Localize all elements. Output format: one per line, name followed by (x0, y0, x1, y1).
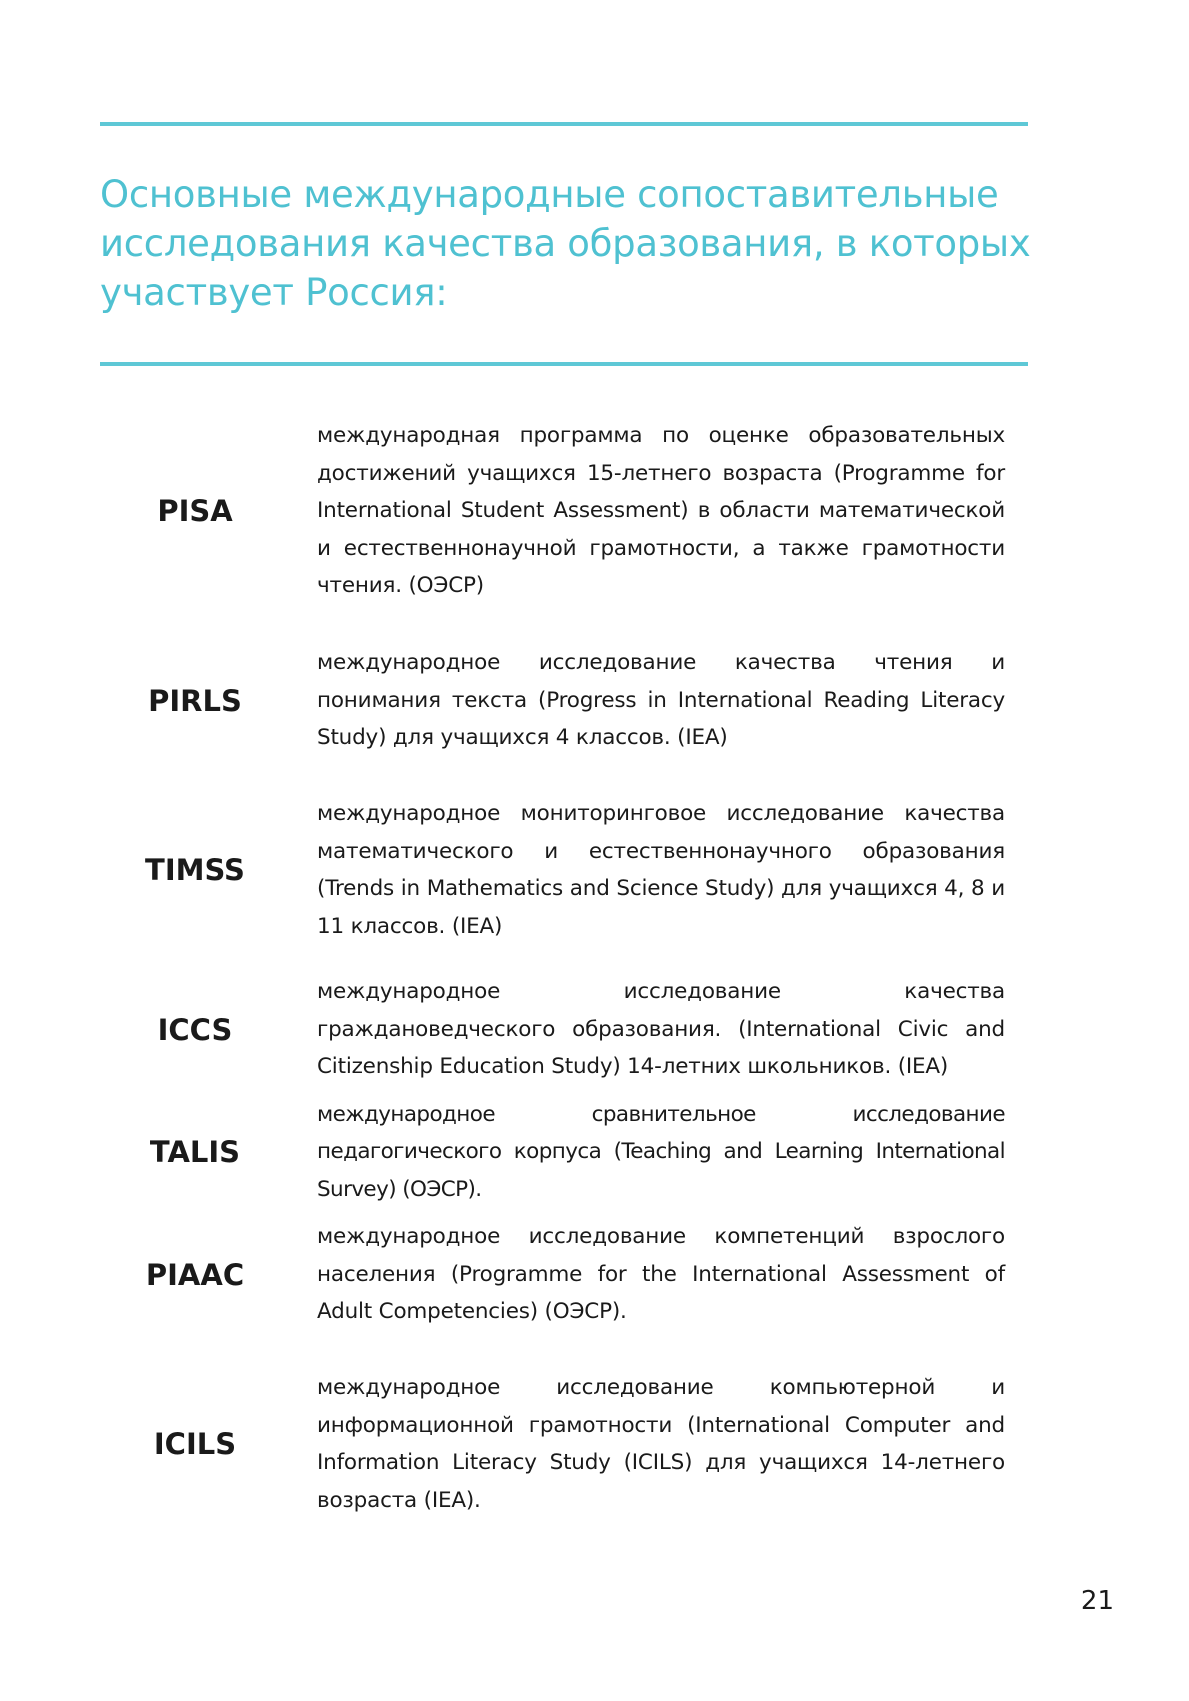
study-pisa (100, 423, 1005, 599)
study-icils (100, 1369, 1005, 1519)
studies-list (100, 423, 1005, 1519)
page-number: 21 (1080, 1586, 1114, 1616)
study-description: международное исследование качества граждановедческого образования. (International Civic and Citizenship Education Study) 14-летних школьников. (IEA) (317, 979, 1005, 1080)
study-acronym: ICILS (153, 1427, 237, 1461)
study-description: международное исследование качества чтения и понимания текста (Progress in International Reading Literacy Study) для учащихся 4 классов. (IEA) (317, 650, 1005, 751)
study-acronym: ICCS (157, 1012, 233, 1047)
study-piaac (100, 1218, 1005, 1331)
study-acronym: TALIS (149, 1135, 241, 1169)
study-talis (100, 1101, 1005, 1202)
study-acronym: PIAAC (145, 1257, 245, 1292)
study-description: международное сравнительное исследование педагогического корпуса (Teaching and Learning International Survey) (ОЭСР). (317, 1101, 1005, 1202)
top-divider (100, 122, 1028, 126)
page-heading: Основные международные сопоставительные исследования качества образования, в которых участвует Россия: (100, 173, 1031, 314)
study-acronym: PISA (157, 494, 233, 528)
study-acronym: TIMSS (145, 853, 245, 887)
study-description: международная программа по оценке образовательных достижений учащихся 15-летнего возраста (Programme for International Student Assessment) в области математической и естественнонаучной грамотности, а также грамотности чтения. (ОЭСР) (317, 423, 1005, 599)
study-description: международное мониторинговое исследование качества математического и естественнонаучного образования (Trends in Mathematics and Science Study) для учащихся 4, 8 и 11 классов. (IEA) (317, 801, 1005, 939)
study-acronym: PIRLS (148, 683, 242, 718)
study-pirls (100, 644, 1005, 757)
study-iccs (100, 973, 1005, 1086)
study-description: международное исследование компьютерной и информационной грамотности (International Computer and Information Literacy Study (ICILS) для учащихся 14-летнего возраста (IEA). (317, 1375, 1005, 1513)
study-description: международное исследование компетенций взрослого населения (Programme for the International Assessment of Adult Competencies) (ОЭСР). (317, 1224, 1005, 1325)
bottom-divider (100, 362, 1028, 366)
study-timss (100, 795, 1005, 945)
